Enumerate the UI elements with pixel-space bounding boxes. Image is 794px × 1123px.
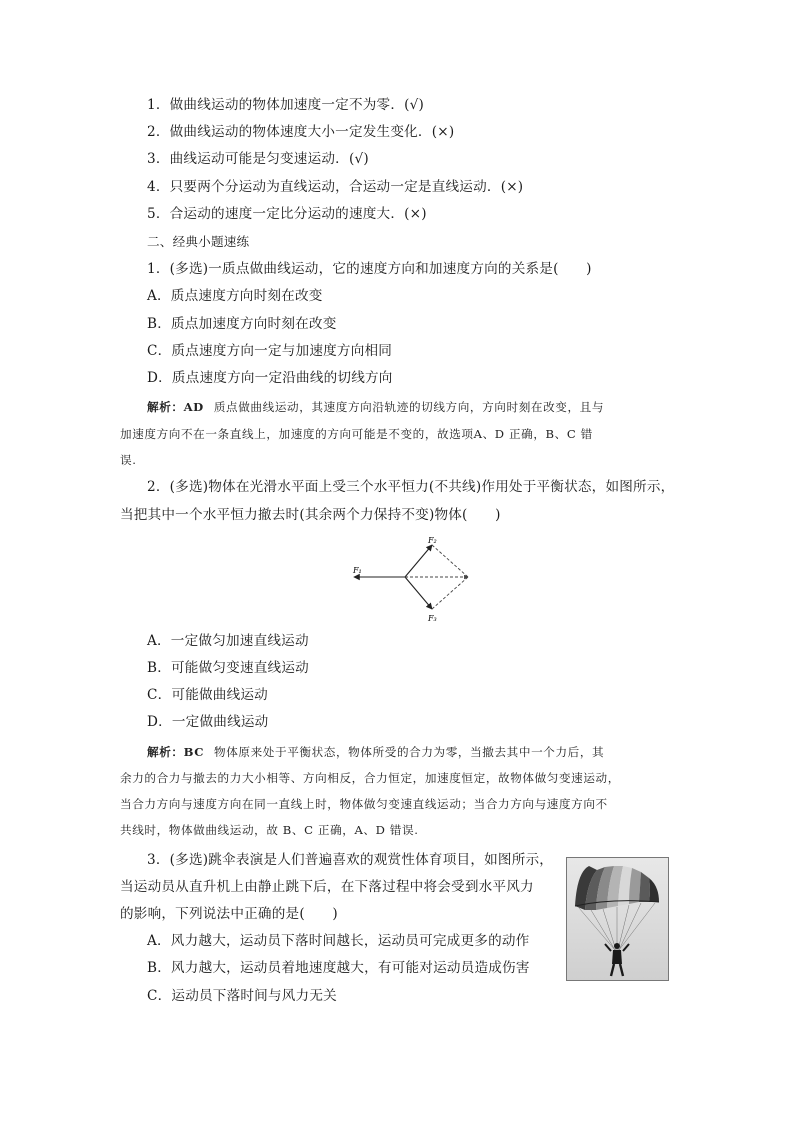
q2-option-c: C．可能做曲线运动 [147,687,268,703]
question-3-stem: 3．(多选)跳伞表演是人们普遍喜欢的观赏性体育项目，如图所示， [147,852,554,868]
q1-analysis-line: 误. [120,453,137,467]
q2-option-b: B．可能做匀变速直线运动 [147,660,309,676]
question-3-stem-cont: 的影响，下列说法中正确的是( ) [120,906,338,922]
f2-arrow [405,545,432,577]
q2-analysis-line: 当合力方向与速度方向在同一直线上时，物体做匀变速直线运动；当合力方向与速度方向不 [120,797,608,811]
q1-option-a: A．质点速度方向时刻在改变 [147,288,323,304]
q1-option-c: C．质点速度方向一定与加速度方向相同 [147,343,393,359]
q2-analysis-line: 余力的合力与撤去的力大小相等、方向相反，合力恒定，加速度恒定，故物体做匀变速运动， [120,771,620,785]
question-3-stem-cont: 当运动员从直升机上由静止跳下后，在下落过程中将会受到水平风力 [120,879,534,895]
f2-label: F₂ [428,536,437,545]
f3-label: F₃ [428,614,437,623]
question-1-stem: 1．(多选)一质点做曲线运动，它的速度方向和加速度方向的关系是( ) [147,261,592,277]
q1-analysis-line: 解析：AD 质点做曲线运动，其速度方向沿轨迹的切线方向，方向时刻在改变，且与 [147,400,605,414]
f1-label: F₁ [353,566,362,575]
question-2-stem-cont: 当把其中一个水平恒力撤去时(其余两个力保持不变)物体( ) [120,507,501,523]
question-2-stem: 2．(多选)物体在光滑水平面上受三个水平恒力(不共线)作用处于平衡状态，如图所示， [147,479,675,495]
q2-analysis-line: 解析：BC 物体原来处于平衡状态，物体所受的合力为零，当撤去其中一个力后，其 [147,745,605,759]
dashed-line [432,545,468,577]
q1-analysis-line: 加速度方向不在一条直线上，加速度的方向可能是不变的，故选项A、D 正确，B、C 错 [120,427,593,441]
f3-arrow [405,577,432,609]
q3-option-a: A．风力越大，运动员下落时间越长，运动员可完成更多的动作 [147,933,530,949]
q2-option-a: A．一定做匀加速直线运动 [147,633,309,649]
judgment-item: 2．做曲线运动的物体速度大小一定发生变化．(×) [147,124,455,140]
q3-option-b: B．风力越大，运动员着地速度越大，有可能对运动员造成伤害 [147,960,530,976]
q2-option-d: D．一定做曲线运动 [147,714,269,730]
section-title: 二、经典小题速练 [147,234,250,249]
dashed-line [432,577,468,609]
judgment-item: 3．曲线运动可能是匀变速运动．(√) [147,151,369,167]
q1-analysis-label: 解析：AD [147,400,204,414]
force-diagram [340,533,480,623]
q1-option-d: D．质点速度方向一定沿曲线的切线方向 [147,370,393,386]
q2-analysis-line: 共线时，物体做曲线运动，故 B、C 正确，A、D 错误. [120,823,419,837]
judgment-item: 5．合运动的速度一定比分运动的速度大．(×) [147,206,427,222]
q2-analysis-label: 解析：BC [147,745,205,759]
judgment-item: 4．只要两个分运动为直线运动，合运动一定是直线运动．(×) [147,179,524,195]
q1-option-b: B．质点加速度方向时刻在改变 [147,316,337,332]
parachute-photo [566,857,669,981]
q3-option-c: C．运动员下落时间与风力无关 [147,988,337,1004]
judgment-item: 1．做曲线运动的物体加速度一定不为零．(√) [147,97,425,113]
